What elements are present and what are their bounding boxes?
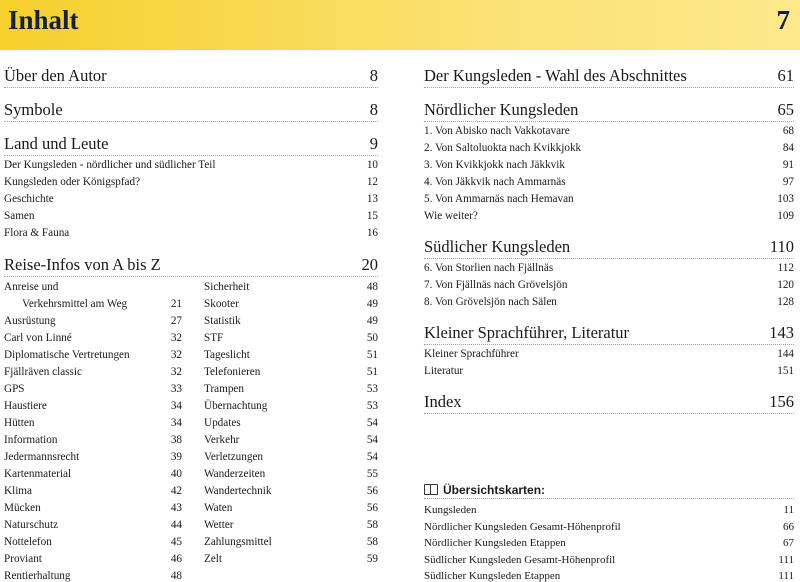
toc-entry-label: Südlicher Kungsleden Gesamt-Höhenprofil [424, 553, 616, 566]
toc-section-heading[interactable] [424, 237, 794, 259]
toc-entry[interactable] [424, 363, 794, 380]
toc-entry-page: 50 [366, 332, 378, 344]
toc-entry-page: 11 [783, 504, 794, 516]
toc-entry-page: 111 [778, 553, 794, 566]
toc-entry[interactable] [204, 347, 378, 364]
toc-entry[interactable] [424, 174, 794, 191]
page-number: 7 [776, 5, 790, 35]
toc-entry-label: Literatur [424, 365, 464, 377]
toc-entry[interactable] [204, 381, 378, 398]
toc-entry-label: Kleiner Sprachführer [424, 348, 519, 360]
toc-section-heading[interactable] [4, 134, 378, 156]
toc-entry-page: 10 [366, 159, 378, 171]
toc-entry[interactable] [204, 551, 378, 568]
toc-entry-page: 112 [777, 262, 794, 274]
toc-section-page: 143 [769, 323, 794, 342]
toc-entry[interactable] [424, 346, 794, 363]
toc-section-title: Land und Leute [4, 134, 109, 153]
toc-entry-page: 54 [366, 434, 378, 446]
toc-entry[interactable] [204, 415, 378, 432]
toc-entry[interactable] [4, 208, 378, 225]
toc-entry-page: 49 [366, 298, 378, 310]
toc-entry-page: 46 [170, 553, 182, 565]
toc-entry[interactable] [424, 123, 794, 140]
toc-entry[interactable] [4, 330, 182, 347]
toc-entry-label: Diplomatische Vertretungen [4, 349, 130, 361]
toc-entry-label: Zelt [204, 553, 223, 565]
toc-section-page: 8 [369, 100, 378, 119]
toc-section-page: 156 [769, 392, 794, 411]
toc-entry-page: 84 [782, 142, 794, 154]
toc-entry-page: 54 [366, 451, 378, 463]
toc-section-heading[interactable] [424, 100, 794, 122]
toc-section-page: 20 [361, 255, 378, 274]
toc-entry[interactable] [204, 534, 378, 551]
toc-entry[interactable] [204, 313, 378, 330]
toc-entry[interactable] [424, 568, 794, 582]
toc-entry-label: 2. Von Saltoluokta nach Kvikkjokk [424, 142, 582, 154]
toc-entry[interactable] [424, 157, 794, 174]
toc-entry[interactable] [204, 500, 378, 517]
toc-entry[interactable] [204, 517, 378, 534]
toc-section-page: 61 [777, 66, 794, 85]
toc-entry-label: Wanderzeiten [204, 468, 266, 480]
toc-entry-label: Statistik [204, 315, 241, 327]
toc-entry-page: 40 [170, 468, 182, 480]
toc-section [4, 100, 378, 122]
toc-section-page: 65 [777, 100, 794, 119]
toc-entry-page: 33 [170, 383, 182, 395]
toc-entry[interactable] [424, 502, 794, 519]
page-title: Inhalt [8, 5, 79, 35]
toc-entry-page: 48 [170, 570, 182, 582]
toc-entry-page: 56 [366, 485, 378, 497]
toc-entry-page: 38 [170, 434, 182, 446]
toc-entry[interactable] [4, 296, 182, 313]
toc-entry-page: 109 [777, 210, 794, 222]
toc-entry[interactable] [204, 466, 378, 483]
toc-section-reise-infos [4, 255, 378, 582]
toc-entry-label: Übernachtung [204, 400, 268, 412]
toc-entry[interactable] [424, 140, 794, 157]
toc-entry-page: 27 [170, 315, 182, 327]
toc-section-title: Reise-Infos von A bis Z [4, 255, 161, 274]
toc-entry[interactable] [4, 449, 182, 466]
toc-entry[interactable] [204, 279, 378, 296]
toc-entry[interactable] [4, 191, 378, 208]
toc-entry[interactable] [4, 174, 378, 191]
toc-entry-label: Zahlungsmittel [204, 536, 272, 548]
toc-entry-page: 58 [366, 536, 378, 548]
toc-entry-label: Telefonieren [204, 366, 261, 378]
toc-entry-label: Der Kungsleden - nördlicher und südlicher Teil [4, 159, 216, 171]
toc-entry[interactable] [4, 347, 182, 364]
toc-entry[interactable] [424, 208, 794, 225]
toc-entry-label: 4. Von Jäkkvik nach Ammarnäs [424, 176, 566, 188]
toc-entry-page: 128 [777, 296, 794, 308]
toc-entry[interactable] [4, 398, 182, 415]
toc-entry-label: Kartenmaterial [4, 468, 72, 480]
toc-entry[interactable] [424, 191, 794, 208]
toc-entry[interactable] [204, 449, 378, 466]
toc-entry-page: 34 [170, 417, 182, 429]
toc-entry-page: 51 [366, 349, 378, 361]
toc-entry[interactable] [4, 500, 182, 517]
toc-entry[interactable] [4, 157, 378, 174]
toc-entry-label: 1. Von Abisko nach Vakkotavare [424, 125, 570, 137]
toc-entry-page: 144 [777, 348, 794, 360]
toc-entry[interactable] [4, 225, 378, 242]
toc-entry-label: Ausrüstung [4, 315, 56, 327]
toc-entry-label: Information [4, 434, 58, 446]
toc-entry-page: 53 [366, 400, 378, 412]
toc-entry[interactable] [4, 313, 182, 330]
toc-entry-page: 49 [366, 315, 378, 327]
toc-section [4, 134, 378, 242]
overview-maps-box [424, 481, 794, 582]
toc-entry-label: Flora & Fauna [4, 227, 70, 239]
toc-entry-label: Verkehrsmittel am Weg [22, 298, 128, 310]
toc-entry-label: Sicherheit [204, 281, 250, 293]
toc-entry-label: Jedermannsrecht [4, 451, 80, 463]
toc-entry[interactable] [424, 277, 794, 294]
toc-entry-label: Nördlicher Kungsleden Etappen [424, 537, 566, 549]
toc-entry[interactable] [4, 568, 182, 582]
toc-entry-page: 59 [366, 553, 378, 565]
overview-maps-heading [424, 481, 794, 499]
toc-entry[interactable] [4, 279, 182, 296]
toc-entry[interactable] [424, 552, 794, 569]
toc-entry-label: 8. Von Grövelsjön nach Sälen [424, 296, 557, 308]
toc-entry-page: 45 [170, 536, 182, 548]
toc-entry-page: 32 [170, 332, 182, 344]
toc-section-title: Symbole [4, 100, 63, 119]
toc-section [424, 237, 794, 311]
toc-section [424, 392, 794, 414]
toc-entry[interactable] [4, 483, 182, 500]
toc-entry-label: Geschichte [4, 193, 54, 205]
toc-section-title: Über den Autor [4, 66, 107, 85]
toc-entry[interactable] [4, 432, 182, 449]
toc-entry-page: 58 [366, 519, 378, 531]
toc-entry-label: Wie weiter? [424, 210, 478, 222]
toc-section-heading[interactable] [4, 66, 378, 88]
toc-entry[interactable] [424, 294, 794, 311]
toc-entry-page: 51 [366, 366, 378, 378]
toc-entry-page: 32 [170, 349, 182, 361]
toc-entry-label: Samen [4, 210, 35, 222]
toc-entry-label: 6. Von Storlien nach Fjällnäs [424, 262, 554, 274]
toc-section-heading[interactable] [4, 255, 378, 277]
reise-infos-column-2 [204, 279, 378, 582]
toc-entry[interactable] [204, 296, 378, 313]
toc-entry-label: Naturschutz [4, 519, 59, 531]
toc-entry-page: 66 [783, 520, 794, 533]
toc-entry-label: Skooter [204, 298, 239, 310]
toc-entry-label: 5. Von Ammarnäs nach Hemavan [424, 193, 574, 205]
reise-infos-column-1 [4, 279, 182, 582]
toc-entry-page: 13 [366, 193, 378, 205]
toc-section-heading[interactable] [424, 66, 794, 88]
toc-entry-label: Wandertechnik [204, 485, 272, 497]
toc-entry-label: STF [204, 332, 224, 344]
toc-entry-label: Trampen [204, 383, 244, 395]
toc-left-column [4, 66, 378, 582]
toc-entry[interactable] [4, 551, 182, 568]
toc-entry-label: Waten [204, 502, 233, 514]
toc-entry[interactable] [204, 364, 378, 381]
toc-entry-page: 39 [170, 451, 182, 463]
toc-entry-label: Verkehr [204, 434, 240, 446]
toc-section-title: Nördlicher Kungsleden [424, 100, 579, 119]
toc-entry-page: 16 [366, 227, 378, 239]
toc-section-title: Index [424, 392, 462, 411]
toc-entry-label: 7. Von Fjällnäs nach Grövelsjön [424, 279, 568, 291]
toc-entry-page: 21 [170, 298, 182, 310]
toc-entry-page: 103 [777, 193, 794, 205]
toc-entry[interactable] [4, 415, 182, 432]
toc-entry[interactable] [204, 432, 378, 449]
toc-entry[interactable] [4, 381, 182, 398]
toc-entry-label: Fjällräven classic [4, 366, 82, 378]
toc-section [4, 66, 378, 88]
toc-entry[interactable] [424, 535, 794, 552]
toc-section-heading[interactable] [4, 100, 378, 122]
toc-entry-page: 43 [170, 502, 182, 514]
toc-entry[interactable] [4, 517, 182, 534]
toc-entry-page: 34 [170, 400, 182, 412]
toc-right-column [424, 66, 794, 414]
toc-entry-label: Kungsleden [424, 504, 477, 516]
toc-entry-label: Updates [204, 417, 241, 429]
toc-section [424, 323, 794, 380]
toc-entry-page: 12 [366, 176, 378, 188]
toc-entry-label: 3. Von Kvikkjokk nach Jäkkvik [424, 159, 565, 171]
toc-entry-page: 91 [782, 159, 794, 171]
book-icon [424, 484, 438, 495]
toc-entry-page: 56 [366, 502, 378, 514]
toc-entry[interactable] [204, 483, 378, 500]
toc-entry-page: 68 [782, 125, 794, 137]
toc-entry-page: 54 [366, 417, 378, 429]
toc-entry[interactable] [4, 534, 182, 551]
toc-entry-label: GPS [4, 383, 25, 395]
toc-entry[interactable] [4, 364, 182, 381]
toc-entry-label: Rentierhaltung [4, 570, 71, 582]
toc-entry-label: Proviant [4, 553, 42, 565]
toc-entry-label: Klima [4, 485, 32, 497]
toc-section-heading[interactable] [424, 323, 794, 345]
toc-entry-label: Mücken [4, 502, 41, 514]
header-bar [0, 0, 800, 50]
toc-entry-page: 48 [366, 281, 378, 293]
toc-section-page: 110 [769, 237, 794, 256]
toc-entry-label: Nördlicher Kungsleden Gesamt-Höhenprofil [424, 520, 621, 533]
toc-entry-page: 97 [782, 176, 794, 188]
toc-entry-page: 55 [366, 468, 378, 480]
toc-entry[interactable] [424, 519, 794, 536]
toc-entry[interactable] [424, 260, 794, 277]
toc-section-page: 9 [369, 134, 378, 153]
toc-entry[interactable] [4, 466, 182, 483]
toc-entry[interactable] [204, 398, 378, 415]
toc-entry-label: Haustiere [4, 400, 47, 412]
toc-entry-page: 111 [778, 570, 794, 582]
toc-entry-label: Carl von Linné [4, 332, 72, 344]
toc-entry-page: 42 [170, 485, 182, 497]
toc-entry-page: 151 [777, 365, 794, 377]
toc-entry-label: Verletzungen [204, 451, 264, 463]
toc-entry-page: 32 [170, 366, 182, 378]
toc-entry-label: Nottelefon [4, 536, 52, 548]
toc-entry-label: Tageslicht [204, 349, 250, 361]
toc-entry-label: Anreise und [4, 281, 59, 293]
toc-entry-page: 120 [777, 279, 794, 291]
toc-entry-page: 53 [366, 383, 378, 395]
toc-entry-page: 44 [170, 519, 182, 531]
toc-entry-label: Kungsleden oder Königspfad? [4, 176, 141, 188]
toc-section-title: Der Kungsleden - Wahl des Abschnittes [424, 66, 687, 85]
toc-section [424, 100, 794, 225]
toc-entry[interactable] [204, 330, 378, 347]
toc-entry-label: Hütten [4, 417, 35, 429]
toc-section [424, 66, 794, 88]
toc-entry-page: 15 [366, 210, 378, 222]
toc-entry-label: Wetter [204, 519, 234, 531]
toc-entry-page: 67 [783, 537, 794, 549]
toc-entry-label: Südlicher Kungsleden Etappen [424, 570, 561, 582]
toc-section-page: 8 [369, 66, 378, 85]
toc-section-title: Südlicher Kungsleden [424, 237, 571, 256]
overview-maps-title: Übersichtskarten: [443, 482, 546, 497]
toc-section-title: Kleiner Sprachführer, Literatur [424, 323, 630, 342]
toc-section-heading[interactable] [424, 392, 794, 414]
